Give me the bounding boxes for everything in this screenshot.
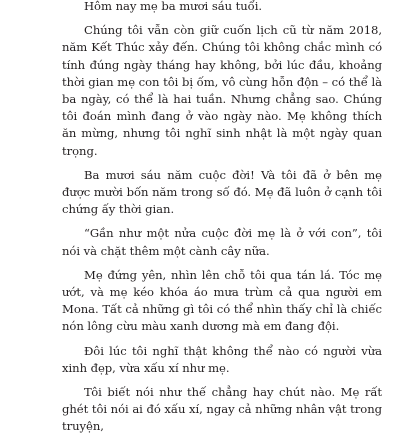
paragraph-5: Mẹ đứng yên, nhìn lên chỗ tôi qua tán lá. Tóc mẹ ướt, và mẹ kéo khóa áo mưa trùm cả qua người em Mona. Tất cả những gì tôi có thể nhìn thấy chỉ là chiếc nón lông cừu màu xanh dương mà em đang đội. bbox=[62, 267, 382, 334]
paragraph-3: Ba mươi sáu năm cuộc đời! Và tôi đã ở bên mẹ được mười bốn năm trong số đó. Mẹ đã luôn ở cạnh tôi chứng ấy thời gian. bbox=[62, 167, 382, 217]
body-text bbox=[62, 0, 382, 436]
paragraph-2: Chúng tôi vẫn còn giữ cuốn lịch cũ từ năm 2018, năm Kết Thúc xảy đến. Chúng tôi không chắc mình có tính đúng ngày tháng hay không, bởi lúc đầu, khoảng thời gian mẹ con tôi bị ốm, vô cùng hỗn độn – có thể là ba ngày, có thể là hai tuần. Nhưng chẳng sao. Chúng tôi đoán mình đang ở vào ngày nào. Mẹ không thích ăn mừng, nhưng tôi nghĩ sinh nhật là một ngày quan trọng. bbox=[62, 23, 382, 158]
paragraph-7: Tôi biết nói như thế chẳng hay chút nào. Mẹ rất ghét tôi nói ai đó xấu xí, ngay cả những nhân vật trong truyện, bbox=[62, 385, 382, 434]
paragraph-1: Hôm nay mẹ ba mươi sáu tuổi. bbox=[84, 0, 263, 13]
paragraph-4: “Gần như một nửa cuộc đời mẹ là ở với con”, tôi nói và chặt thêm một cành cây nữa. bbox=[62, 226, 382, 258]
paragraph-6: Đôi lúc tôi nghĩ thật không thể nào có người vừa xinh đẹp, vừa xấu xí như mẹ. bbox=[62, 343, 382, 375]
